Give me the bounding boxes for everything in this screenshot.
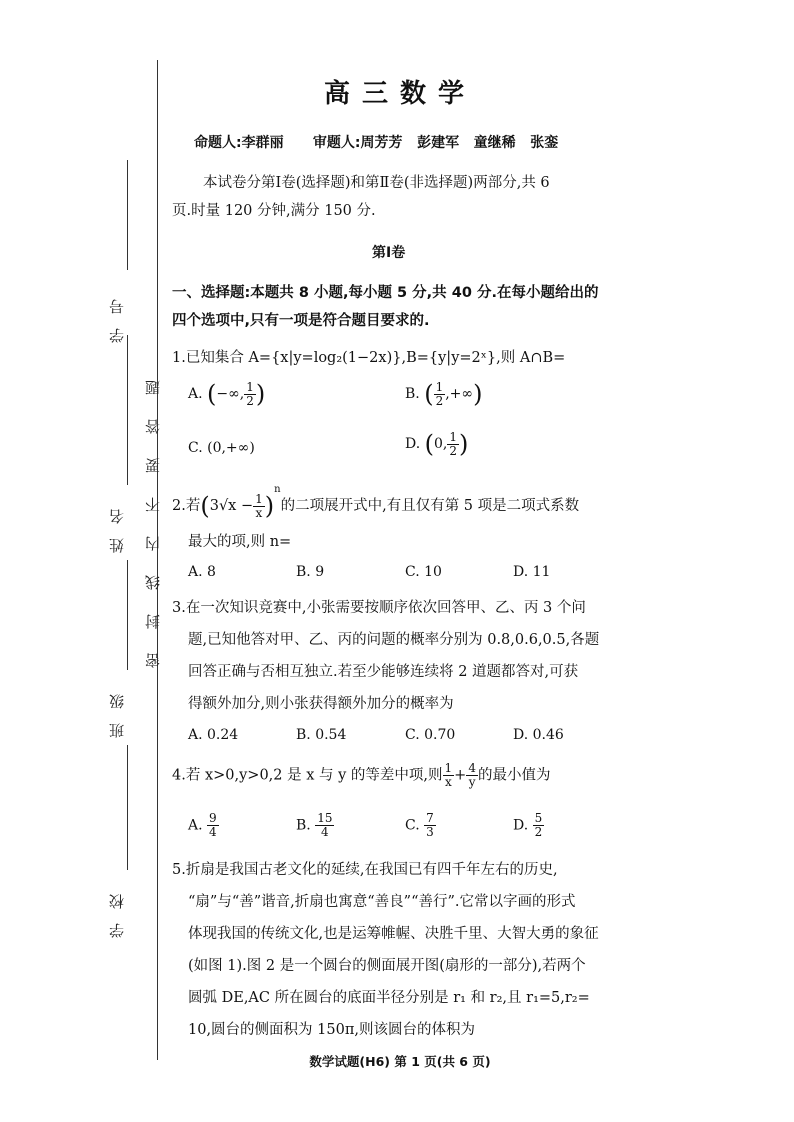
q4-d-den: 2 [534, 825, 543, 839]
q5-line-4: (如图 1).图 2 是一个圆台的侧面展开图(扇形的一部分),若两个 [188, 958, 586, 974]
q1-b-right: ,+∞ [445, 386, 474, 402]
q1-d-left: 0, [434, 436, 448, 452]
q2-inner: 3√x − [209, 498, 254, 514]
q4-frac-1-num: 1 [444, 761, 453, 775]
q2-den: x [255, 505, 263, 520]
q3-line-4: 得额外加分,则小张获得额外加分的概率为 [188, 696, 454, 712]
q4-a-label: A. [188, 817, 203, 834]
q2-paren-close: ) [264, 492, 275, 520]
q1-a-left: −∞, [216, 386, 245, 402]
q1-b-paren-close: ) [473, 380, 483, 408]
xuexiao-underline [127, 745, 128, 870]
q4-frac-2-num: 4 [468, 761, 476, 775]
q4-post: 的最小值为 [477, 767, 551, 784]
q2-line-2: 最大的项,则 n= [188, 534, 292, 550]
q1-a-paren-open: ( [207, 380, 217, 408]
q1-a-paren-close: ) [255, 380, 266, 408]
q1-d-paren-close: ) [459, 430, 469, 458]
q1-d-den: 2 [449, 443, 458, 458]
q5-line-1: 5.折扇是我国古老文化的延续,在我国已有四千年左右的历史, [172, 862, 558, 878]
q4-d-label: D. [513, 817, 529, 834]
q4-frac-1-den: x [444, 775, 452, 789]
q1-a-num: 1 [246, 379, 254, 394]
xingming-label: 姓名 [108, 495, 126, 553]
q2-exponent: n [274, 484, 281, 495]
q3-line-3: 回答正确与否相互独立.若至少能够连续将 2 道题都答对,可获 [188, 664, 579, 680]
xuehao-underline [127, 160, 128, 270]
q1-b-num: 1 [435, 379, 444, 394]
q4-frac-2-den: y [468, 775, 476, 789]
q4-stem [172, 762, 550, 789]
q1-option-a [188, 380, 265, 408]
q1-d-num: 1 [449, 429, 458, 444]
q5-line-5: 圆弧 DE,AC 所在圆台的底面半径分别是 r₁ 和 r₂,且 r₁=5,r₂= [188, 990, 590, 1006]
q4-option-c [405, 812, 436, 839]
q5-line-3: 体现我国的传统文化,也是运筹帷幄、决胜千里、大智大勇的象征 [188, 926, 599, 942]
q1-b-paren-open: ( [424, 380, 434, 408]
q4-b-den: 4 [321, 825, 329, 839]
q2-pre: 2.若 [172, 498, 201, 514]
q3-line-2: 题,已知他答对甲、乙、丙的问题的概率分别为 0.8,0.6,0.5,各题 [188, 632, 600, 648]
q4-b-frac [315, 812, 334, 839]
q1-b-label: B. [405, 386, 420, 402]
q1-option-c: C. (0,+∞) [188, 440, 255, 456]
q4-c-frac [424, 812, 436, 839]
intro-line-2: 页.时量 120 分钟,满分 150 分. [172, 203, 376, 219]
q4-c-label: C. [405, 817, 420, 834]
q4-frac-1 [443, 762, 455, 789]
section-heading-line-1: 一、选择题:本题共 8 小题,每小题 5 分,共 40 分.在每小题给出的 [172, 285, 599, 301]
banji-underline [127, 560, 128, 670]
q1-d-label: D. [405, 436, 421, 452]
q1-b-frac [434, 381, 446, 408]
q1-d-paren-open: ( [424, 430, 435, 458]
q4-a-den: 4 [209, 825, 217, 839]
xuexiao-label: 学校 [108, 880, 126, 938]
q2-post: 的二项展开式中,有且仅有第 5 项是二项式系数 [280, 498, 580, 514]
q4-option-d [513, 812, 544, 839]
q1-a-frac [244, 381, 256, 408]
q4-c-num: 7 [426, 811, 434, 825]
q1-a-label: A. [188, 386, 203, 402]
q5-line-6: 10,圆台的侧面积为 150π,则该圆台的体积为 [188, 1022, 475, 1038]
q1-d-frac [447, 431, 459, 458]
q3-option-a: A. 0.24 [188, 727, 239, 743]
q4-stem-text: 4.若 x>0,y>0,2 是 x 与 y 的等差中项,则 [172, 767, 443, 784]
authors-line: 命题人:李群丽 审题人:周芳芳 彭建军 童继稀 张銮 [194, 135, 559, 151]
q2-num: 1 [255, 491, 263, 506]
section-heading-line-2: 四个选项中,只有一项是符合题目要求的. [172, 313, 430, 329]
q1-a-den: 2 [246, 393, 254, 408]
seal-notice: 密封线内不要答题 [144, 356, 162, 668]
q2-stem [172, 484, 579, 520]
q2-frac [253, 493, 265, 520]
q4-option-b [296, 812, 334, 839]
q4-frac-2 [466, 762, 478, 789]
page-title: 高三数学 [323, 79, 476, 109]
q1-option-b [405, 380, 482, 408]
q4-option-a [188, 812, 219, 839]
q2-option-b: B. 9 [296, 564, 325, 580]
q4-a-frac [207, 812, 219, 839]
q2-paren-open: ( [200, 492, 210, 520]
banji-label: 班级 [108, 680, 126, 738]
intro-line-1: 本试卷分第Ⅰ卷(选择题)和第Ⅱ卷(非选择题)两部分,共 6 [203, 175, 550, 191]
q3-line-1: 3.在一次知识竞赛中,小张需要按顺序依次回答甲、乙、丙 3 个问 [172, 600, 586, 616]
xingming-underline [127, 335, 128, 485]
q3-option-c: C. 0.70 [405, 727, 456, 743]
q2-option-a: A. 8 [188, 564, 216, 580]
q1-option-d [405, 430, 468, 458]
q2-option-d: D. 11 [513, 564, 551, 580]
q1-b-den: 2 [435, 393, 444, 408]
q4-d-frac [533, 812, 545, 839]
q4-c-den: 3 [426, 825, 434, 839]
q1-stem: 1.已知集合 A={x|y=log₂(1−2x)},B={y|y=2ˣ},则 A∩B= [172, 350, 566, 366]
q4-b-label: B. [296, 817, 311, 834]
q4-d-num: 5 [534, 811, 543, 825]
xuehao-label: 学号 [108, 285, 126, 343]
q3-option-d: D. 0.46 [513, 727, 564, 743]
page-footer: 数学试题(H6) 第 1 页(共 6 页) [309, 1054, 491, 1069]
q2-option-c: C. 10 [405, 564, 442, 580]
q4-plus: + [454, 767, 467, 784]
q4-b-num: 15 [317, 811, 333, 825]
q3-option-b: B. 0.54 [296, 727, 347, 743]
volume-heading: 第Ⅰ卷 [372, 245, 406, 261]
q5-line-2: “扇”与“善”谐音,折扇也寓意“善良”“善行”.它常以字画的形式 [188, 894, 576, 910]
q4-a-num: 9 [209, 811, 217, 825]
